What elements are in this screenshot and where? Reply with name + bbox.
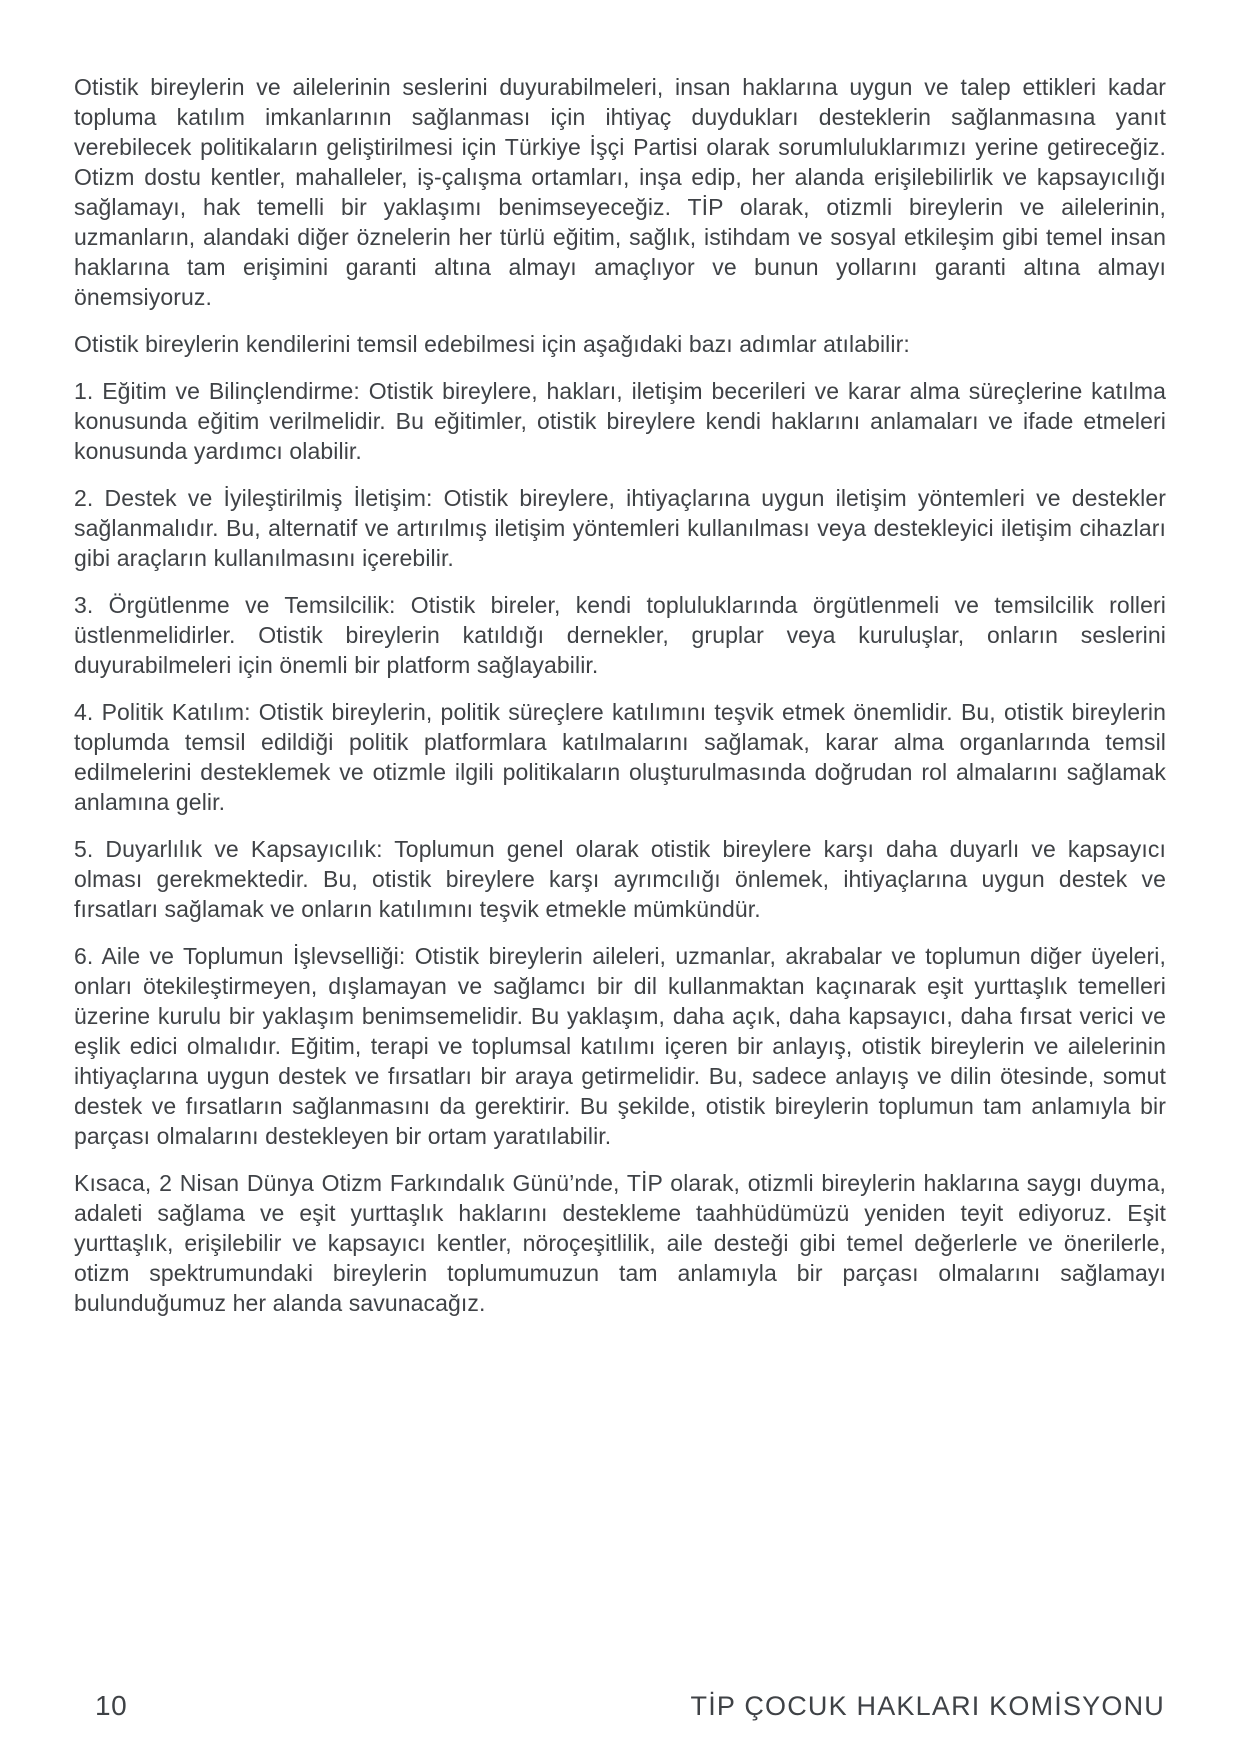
paragraph-step-1: 1. Eğitim ve Bilinçlendirme: Otistik bireylere, hakları, iletişim becerileri ve karar alma süreçlerine katılma konusunda eğitim verilmelidir. Bu eğitimler, otistik bireylere kendi haklarını anlamaları ve ifade etmeleri konusunda yardımcı olabilir. bbox=[74, 378, 1166, 464]
paragraph-step-2: 2. Destek ve İyileştirilmiş İletişim: Otistik bireylere, ihtiyaçlarına uygun iletişim yöntemleri ve destekler sağlanmalıdır. Bu, alternatif ve artırılmış iletişim yöntemleri kullanılması veya destekleyici iletişim cihazları gibi araçların kullanılmasını içerebilir. bbox=[74, 485, 1166, 571]
footer-committee-title: TİP ÇOCUK HAKLARI KOMİSYONU bbox=[690, 1691, 1165, 1721]
page-footer bbox=[74, 1689, 1165, 1723]
paragraph-steps-intro: Otistik bireylerin kendilerini temsil edebilmesi için aşağıdaki bazı adımlar atılabilir: bbox=[74, 331, 910, 357]
paragraph-intro: Otistik bireylerin ve ailelerinin seslerini duyurabilmeleri, insan haklarına uygun ve talep ettikleri kadar topluma katılım imkanlarının sağlanması için ihtiyaç duydukları desteklerin sağlanmasına yanıt verebilecek politikaların geliştirilmesi için Türkiye İşçi Partisi olarak sorumluluklarımızı yerine getireceğiz. Otizm dostu kentler, mahalleler, iş-çalışma ortamları, inşa edip, her alanda erişilebilirlik ve kapsayıcılığı sağlamayı, hak temelli bir yaklaşımı benimseyeceğiz. TİP olarak, otizmli bireylerin ve ailelerinin, uzmanların, alandaki diğer öznelerin her türlü eğitim, sağlık, istihdam ve sosyal etkileşim gibi temel insan haklarına tam erişimini garanti altına almayı amaçlıyor ve bunun yollarını garanti altına almayı önemsiyoruz. bbox=[74, 74, 1166, 310]
paragraph-step-6: 6. Aile ve Toplumun İşlevselliği: Otistik bireylerin aileleri, uzmanlar, akrabalar ve toplumun diğer üyeleri, onları ötekileştirmeyen, dışlamayan ve sağlamcı bir dil kullanmaktan kaçınarak eşit yurttaşlık temelleri üzerine kurulu bir yaklaşım benimsemelidir. Bu yaklaşım, daha açık, daha kapsayıcı, daha fırsat verici ve eşlik edici olmalıdır. Eğitim, terapi ve toplumsal katılımı içeren bir anlayış, otistik bireylerin ve ailelerinin ihtiyaçlarına uygun destek ve fırsatları bir araya getirmelidir. Bu, sadece anlayış ve dilin ötesinde, somut destek ve fırsatların sağlanmasını da gerektirir. Bu şekilde, otistik bireylerin toplumun tam anlamıyla bir parçası olmalarını destekleyen bir ortam yaratılabilir. bbox=[74, 943, 1166, 1149]
paragraph-step-3: 3. Örgütlenme ve Temsilcilik: Otistik bireler, kendi topluluklarında örgütlenmeli ve temsilcilik rolleri üstlenmelidirler. Otistik bireylerin katıldığı dernekler, gruplar veya kuruluşlar, onların seslerini duyurabilmeleri için önemli bir platform sağlayabilir. bbox=[74, 592, 1166, 678]
paragraph-step-5: 5. Duyarlılık ve Kapsayıcılık: Toplumun genel olarak otistik bireylere karşı daha duyarlı ve kapsayıcı olması gerekmektedir. Bu, otistik bireylere karşı ayrımcılığı önlemek, ihtiyaçlarına uygun destek ve fırsatları sağlamak ve onların katılımını teşvik etmekle mümkündür. bbox=[74, 836, 1166, 922]
paragraph-step-4: 4. Politik Katılım: Otistik bireylerin, politik süreçlere katılımını teşvik etmek önemlidir. Bu, otistik bireylerin toplumda temsil edildiği politik platformlara katılmalarını sağlamak, karar alma organlarında temsil edilmelerini desteklemek ve otizmle ilgili politikaların oluşturulmasında doğrudan rol almalarını sağlamak anlamına gelir. bbox=[74, 699, 1166, 815]
paragraph-conclusion: Kısaca, 2 Nisan Dünya Otizm Farkındalık Günü’nde, TİP olarak, otizmli bireylerin haklarına saygı duyma, adaleti sağlama ve eşit yurttaşlık haklarını destekleme taahhüdümüzü yeniden teyit ediyoruz. Eşit yurttaşlık, erişilebilir ve kapsayıcı kentler, nöroçeşitlilik, aile desteği gibi temel değerlerle ve önerilerle, otizm spektrumundaki bireylerin toplumumuzun tam anlamıyla bir parçası olmalarını sağlamayı bulunduğumuz her alanda savunacağız. bbox=[74, 1170, 1166, 1316]
body-text bbox=[74, 72, 1166, 1318]
page-number: 10 bbox=[95, 1690, 128, 1721]
